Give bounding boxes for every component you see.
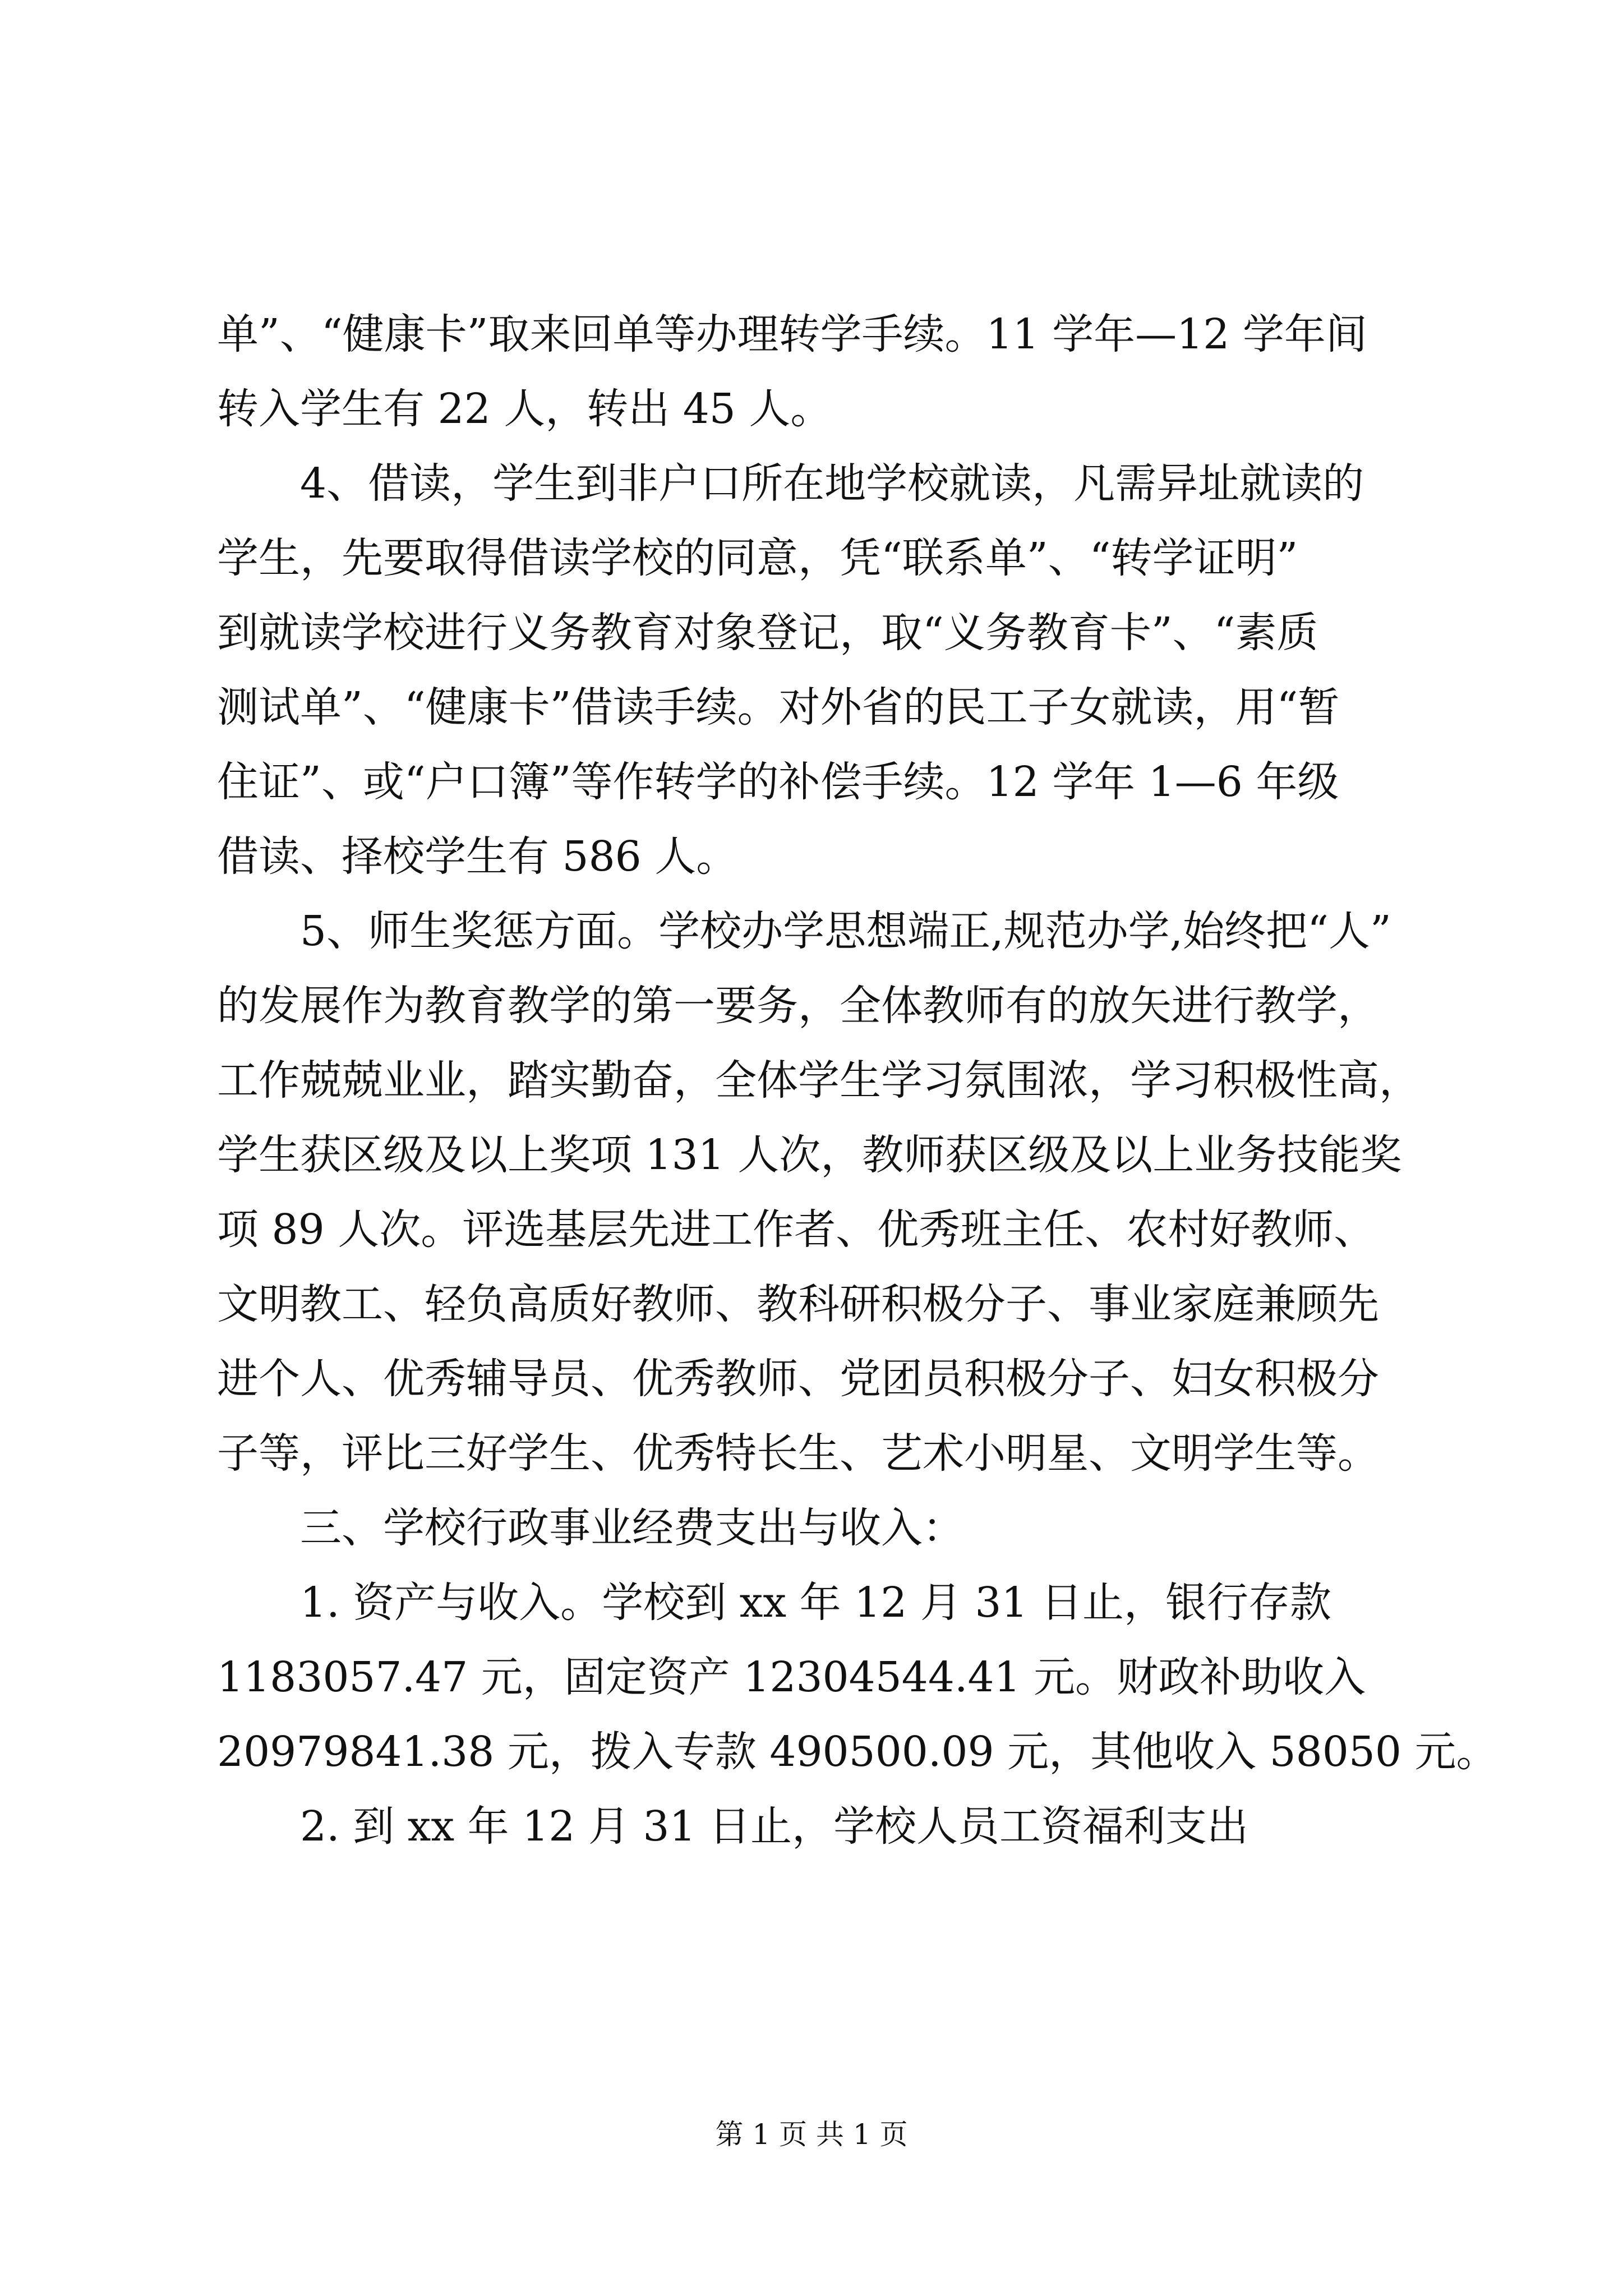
body-text [217,297,1498,1864]
page-number-label: 第 1 页 共 1 页 [715,2118,908,2151]
text-line: 三、学校行政事业经费支出与收入： [217,1504,964,1552]
text-line: 住证”、或“户口簿”等作转学的补偿手续。12 学年 1—6 年级 [217,758,1339,806]
text-line: 1. 资产与收入。学校到 xx 年 12 月 31 日止，银行存款 [217,1579,1332,1627]
text-line: 项 89 人次。评选基层先进工作者、优秀班主任、农村好教师、 [217,1205,1376,1254]
text-line: 借读、择校学生有 586 人。 [217,832,738,881]
text-line: 文明教工、轻负高质好教师、教科研积极分子、事业家庭兼顾先 [217,1280,1379,1328]
text-line: 5、师生奖惩方面。学校办学思想端正,规范办学,始终把“人” [217,907,1391,955]
page-footer [0,2115,1623,2154]
text-line: 子等，评比三好学生、优秀特长生、艺术小明星、文明学生等。 [217,1429,1379,1478]
text-line: 学生，先要取得借读学校的同意，凭“联系单”、“转学证明” [217,534,1298,582]
text-line: 2. 到 xx 年 12 月 31 日止，学校人员工资福利支出 [217,1802,1249,1851]
text-line: 的发展作为教育教学的第一要务，全体教师有的放矢进行教学， [217,982,1379,1030]
text-line: 20979841.38 元，拨入专款 490500.09 元，其他收入 58050 元。 [217,1728,1498,1776]
text-line: 测试单”、“健康卡”借读手续。对外省的民工子女就读，用“暂 [217,683,1340,731]
text-line: 到就读学校进行义务教育对象登记，取“义务教育卡”、“素质 [217,609,1318,657]
text-line: 进个人、优秀辅导员、优秀教师、党团员积极分子、妇女积极分 [217,1355,1379,1403]
text-line: 转入学生有 22 人，转出 45 人。 [217,385,832,433]
text-line: 学生获区级及以上奖项 131 人次，教师获区级及以上业务技能奖 [217,1131,1402,1179]
text-line: 4、借读，学生到非户口所在地学校就读，凡需异址就读的 [217,459,1364,508]
text-line: 1183057.47 元，固定资产 12304544.41 元。财政补助收入 [217,1653,1366,1701]
text-line: 单”、“健康卡”取来回单等办理转学手续。11 学年—12 学年间 [217,310,1367,358]
text-line: 工作兢兢业业，踏实勤奋，全体学生学习氛围浓，学习积极性高， [217,1056,1421,1105]
